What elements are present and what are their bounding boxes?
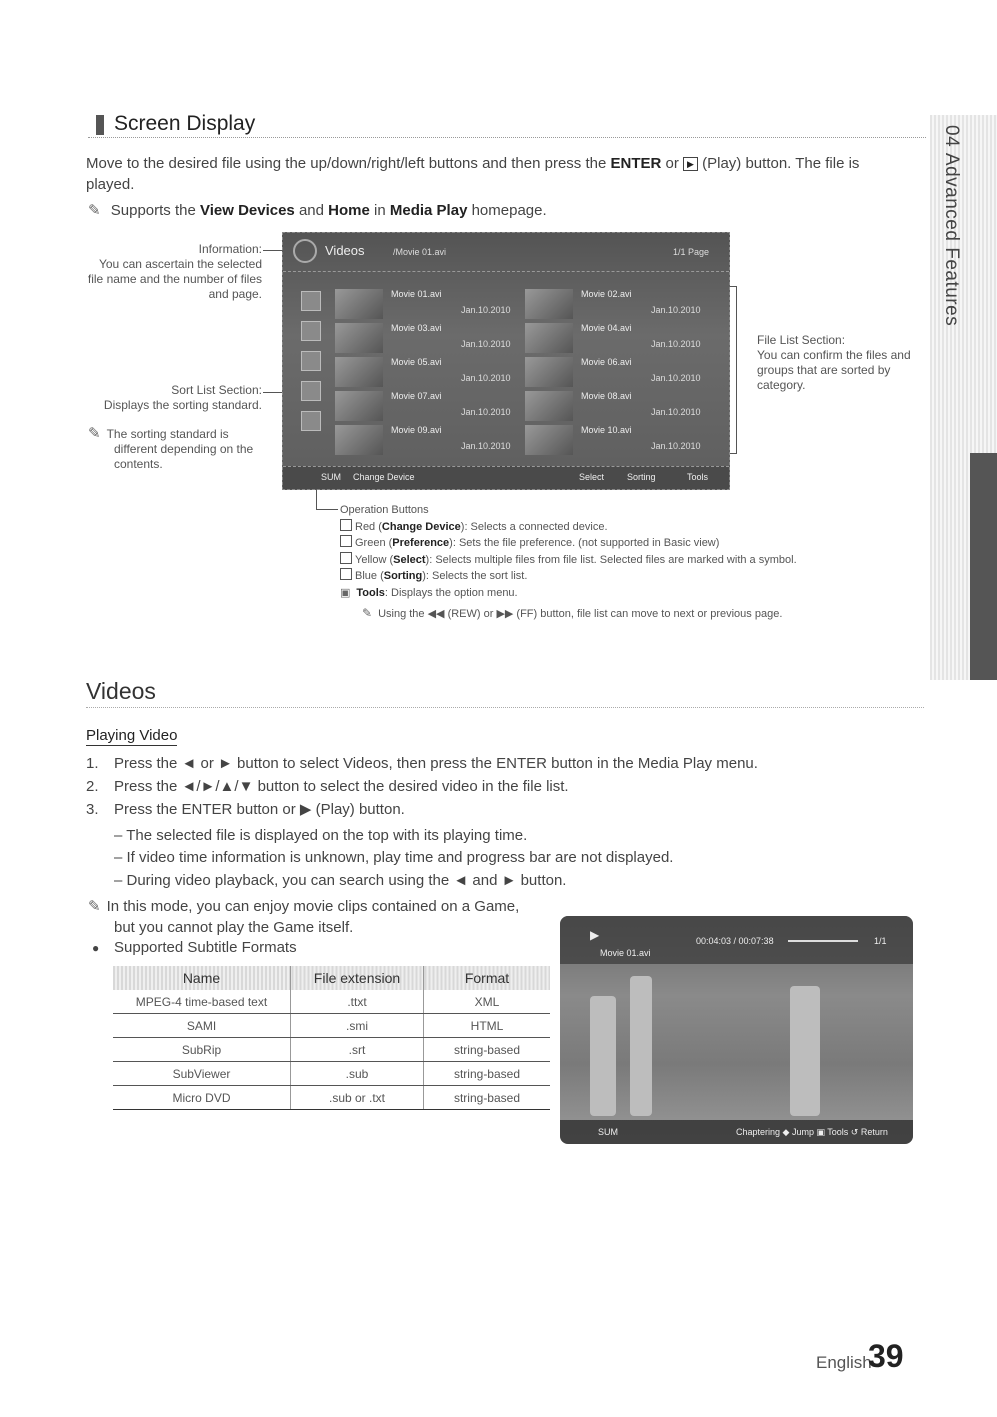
blue-button-icon [340, 568, 352, 580]
subtitle-bullet [92, 937, 297, 959]
sort-icon[interactable] [301, 411, 321, 431]
sort-icon[interactable] [301, 381, 321, 401]
info-callout-line1: You can ascertain the selected [98, 257, 262, 271]
cell: XML [424, 990, 551, 1014]
progress-bar[interactable] [788, 940, 858, 942]
screen-display-heading [88, 112, 926, 138]
file-date: Jan.10.2010 [461, 441, 511, 451]
file-date: Jan.10.2010 [461, 407, 511, 417]
intro-text: Move to the desired file using the up/down/right/left buttons and then press the [86, 155, 607, 172]
op-yellow-label: Yellow ( [355, 553, 394, 566]
screen-title: Videos [325, 243, 365, 258]
file-name: Movie 03.avi [391, 323, 442, 333]
yellow-button-icon [340, 552, 352, 564]
tools-icon: ▣ [340, 586, 351, 599]
table-row [113, 1062, 550, 1086]
thumbnail [335, 357, 383, 387]
file-date: Jan.10.2010 [651, 407, 701, 417]
sort-note [88, 426, 268, 472]
cell: string-based [424, 1086, 551, 1110]
sort-callout-line1: Displays the sorting standard. [103, 398, 262, 412]
op-green-desc: ): Sets the file preference. (not supported in Basic view) [449, 537, 720, 549]
file-item[interactable] [335, 357, 525, 387]
cell: SubViewer [113, 1062, 291, 1086]
file-list-callout-title: File List Section: [757, 333, 846, 347]
cell: Micro DVD [113, 1086, 291, 1110]
operation-leader-h [316, 509, 338, 510]
operation-title: Operation Buttons [340, 504, 429, 516]
page-number: 39 [868, 1338, 904, 1374]
sort-note-line1: The sorting standard is [106, 427, 229, 441]
step-1-text: Press the ◄ or ► button to select Videos, then press the ENTER button in the Media Play menu. [114, 755, 758, 772]
player-controls[interactable]: Chaptering ◆ Jump ▣ Tools ↺ Return [736, 1127, 888, 1137]
file-item[interactable] [525, 391, 715, 421]
file-list-callout-line2: groups that are sorted by [757, 363, 891, 377]
heading-rule [88, 137, 926, 138]
screen-display-note [88, 200, 888, 221]
select-button[interactable]: Select [579, 472, 605, 482]
file-name: Movie 01.avi [391, 289, 442, 299]
game-note-line2: but you cannot play the Game itself. [114, 919, 354, 936]
sort-icon[interactable] [301, 291, 321, 311]
op-red [340, 519, 900, 536]
info-callout-title: Information: [198, 242, 262, 256]
player-control-bar [560, 1120, 913, 1144]
heading-bar [96, 115, 104, 135]
file-list-callout [757, 333, 927, 393]
op-blue-desc: ): Selects the sort list. [422, 570, 528, 582]
col-format-header: Format [424, 966, 551, 990]
file-name: Movie 02.avi [581, 289, 632, 299]
cell: .srt [291, 1038, 424, 1062]
heading-text: Screen Display [114, 112, 256, 135]
playing-video-subheading: Playing Video [86, 727, 178, 744]
op-yellow [340, 552, 900, 569]
sort-icon[interactable] [301, 351, 321, 371]
note-pencil-icon: ✎ [362, 606, 373, 620]
file-date: Jan.10.2010 [651, 339, 701, 349]
file-name: Movie 06.avi [581, 357, 632, 367]
thumbnail [335, 323, 383, 353]
op-blue-label: Blue ( [355, 570, 384, 582]
thumbnail [335, 289, 383, 319]
playing-file-name: Movie 01.avi [600, 948, 651, 958]
giraffe-image [790, 986, 820, 1116]
bullet-dot: ● [92, 941, 100, 955]
operation-buttons [340, 502, 900, 623]
giraffe-image [590, 996, 616, 1116]
thumbnail [525, 323, 573, 353]
sort-list-section [301, 291, 323, 441]
subtitle-bullet-text: Supported Subtitle Formats [114, 939, 297, 956]
table-header-row [113, 966, 550, 990]
game-note [88, 896, 548, 938]
play-time: 00:04:03 / 00:07:38 [696, 936, 774, 946]
col-name-header: Name [113, 966, 291, 990]
file-date: Jan.10.2010 [651, 305, 701, 315]
chapter-marker [970, 453, 997, 680]
step-3-detail-3: – During video playback, you can search using the ◄ and ► button. [114, 872, 567, 889]
note-pencil-icon: ✎ [88, 202, 101, 219]
cell: SAMI [113, 1014, 291, 1038]
op-red-desc: ): Selects a connected device. [460, 520, 608, 533]
file-name: Movie 05.avi [391, 357, 442, 367]
play-key-icon: ▶ [683, 157, 698, 171]
chapter-side-tab [930, 115, 997, 680]
footer-language: English [816, 1353, 872, 1372]
media-play-screen [282, 232, 730, 490]
file-date: Jan.10.2010 [461, 305, 511, 315]
playing-video-steps [86, 752, 906, 821]
intro-line2: played. [86, 176, 135, 193]
screen-page: 1/1 Page [672, 247, 709, 257]
cell: string-based [424, 1062, 551, 1086]
videos-heading-text: Videos [86, 678, 156, 704]
note-pre: Supports the [110, 202, 196, 219]
file-item[interactable] [335, 323, 525, 353]
sort-note-line3: contents. [114, 457, 163, 471]
file-name: Movie 04.avi [581, 323, 632, 333]
step-3-text: Press the ENTER button or ▶ (Play) button. [114, 801, 405, 818]
note-and: and [298, 202, 324, 219]
info-bar [283, 233, 729, 272]
file-list-callout-line3: category. [757, 378, 806, 392]
file-date: Jan.10.2010 [461, 373, 511, 383]
op-green-name: Preference [392, 537, 450, 549]
step-number: 1. [86, 755, 99, 772]
cell: string-based [424, 1038, 551, 1062]
table-row [113, 1014, 550, 1038]
step-2-text: Press the ◄/►/▲/▼ button to select the desired video in the file list. [114, 778, 569, 795]
step-2 [86, 775, 906, 798]
file-item[interactable] [335, 425, 525, 455]
intro-end: (Play) button. The file is [702, 155, 860, 172]
op-blue [340, 568, 900, 585]
player-info-bar [560, 916, 913, 964]
tools-button[interactable]: Tools [687, 472, 709, 482]
green-button-icon [340, 535, 352, 547]
cell: .sub or .txt [291, 1086, 424, 1110]
file-item[interactable] [525, 289, 715, 319]
file-item[interactable] [525, 425, 715, 455]
op-red-label: Red ( [355, 520, 382, 533]
note-home: Home [328, 202, 370, 219]
op-red-name: Change Device [381, 520, 461, 533]
sort-callout-title: Sort List Section: [171, 383, 262, 397]
cell: .smi [291, 1014, 424, 1038]
sort-icon[interactable] [301, 321, 321, 341]
screen-path: /Movie 01.avi [393, 247, 447, 257]
file-count: 1/1 [874, 936, 887, 946]
step-3-detail-2: – If video time information is unknown, play time and progress bar are not displayed. [114, 849, 674, 866]
bracket-top [730, 286, 737, 287]
op-blue-name: Sorting [383, 570, 423, 582]
file-item[interactable] [525, 323, 715, 353]
thumbnail [335, 425, 383, 455]
step-1 [86, 752, 906, 775]
sort-callout [80, 383, 262, 413]
note-in: in [374, 202, 386, 219]
step-3-detail-1: – The selected file is displayed on the top with its playing time. [114, 827, 528, 844]
file-list-bracket [736, 286, 737, 454]
chapter-label [938, 125, 962, 445]
sort-note-line2: different depending on the [114, 442, 254, 456]
op-tools-name: Tools [356, 586, 385, 599]
file-name: Movie 09.avi [391, 425, 442, 435]
note-media-play: Media Play [389, 202, 468, 219]
thumbnail [525, 357, 573, 387]
table-row [113, 990, 550, 1014]
op-tools [340, 585, 900, 602]
sorting-button[interactable]: Sorting [627, 472, 656, 482]
sum-label: SUM [321, 472, 341, 482]
op-note-text: Using the ◀◀ (REW) or ▶▶ (FF) button, file list can move to next or previous page. [378, 608, 783, 620]
op-tools-desc: : Displays the option menu. [384, 586, 518, 599]
note-end: homepage. [471, 202, 547, 219]
file-name: Movie 10.avi [581, 425, 632, 435]
cell: HTML [424, 1014, 551, 1038]
op-note [340, 605, 900, 623]
cell: .ttxt [291, 990, 424, 1014]
videos-heading-rule [86, 707, 924, 708]
file-name: Movie 08.avi [581, 391, 632, 401]
thumbnail [335, 391, 383, 421]
info-leader-line [263, 250, 283, 251]
note-pencil-icon: ✎ [88, 425, 101, 442]
op-yellow-desc: ): Selects multiple files from file list. Selected files are marked with a symbol. [425, 553, 797, 566]
thumbnail [525, 391, 573, 421]
note-pencil-icon: ✎ [88, 898, 101, 915]
operation-bar [283, 466, 729, 489]
file-name: Movie 07.avi [391, 391, 442, 401]
chapter-title: Advanced Features [941, 152, 962, 327]
subtitle-formats-table [113, 966, 550, 1110]
file-date: Jan.10.2010 [461, 339, 511, 349]
operation-leader-v [316, 490, 317, 510]
op-green-label: Green ( [355, 537, 393, 549]
change-device-button[interactable]: Change Device [353, 472, 415, 482]
cell: .sub [291, 1062, 424, 1086]
file-date: Jan.10.2010 [651, 441, 701, 451]
op-yellow-name: Select [393, 553, 426, 566]
player-sum-label: SUM [598, 1127, 618, 1137]
play-icon: ▶ [590, 928, 600, 942]
file-date: Jan.10.2010 [651, 373, 701, 383]
bracket-bottom [730, 453, 737, 454]
info-callout-line3: and page. [208, 287, 262, 301]
table-row [113, 1086, 550, 1110]
file-item[interactable] [525, 357, 715, 387]
screen-display-intro [86, 153, 921, 195]
enter-key-label: ENTER [610, 155, 662, 172]
cell: MPEG-4 time-based text [113, 990, 291, 1014]
info-callout-line2: file name and the number of files [87, 272, 262, 286]
game-note-line1: In this mode, you can enjoy movie clips contained on a Game, [106, 898, 520, 915]
step-number: 3. [86, 801, 99, 818]
thumbnail [525, 425, 573, 455]
videos-logo-icon [293, 239, 317, 263]
note-view-devices: View Devices [199, 202, 295, 219]
op-green [340, 535, 900, 552]
file-item[interactable] [335, 289, 525, 319]
giraffe-image [630, 976, 652, 1116]
file-item[interactable] [335, 391, 525, 421]
col-extension-header: File extension [291, 966, 424, 990]
file-list-callout-line1: You can confirm the files and [757, 348, 911, 362]
videos-heading [86, 678, 924, 708]
step-3 [86, 798, 906, 821]
video-player-screen [560, 916, 913, 1144]
thumbnail [525, 289, 573, 319]
info-callout [80, 242, 262, 302]
chapter-number: 04 [941, 125, 962, 148]
red-button-icon [340, 519, 352, 531]
step-number: 2. [86, 778, 99, 795]
cell: SubRip [113, 1038, 291, 1062]
intro-or: or [665, 155, 679, 172]
table-row [113, 1038, 550, 1062]
